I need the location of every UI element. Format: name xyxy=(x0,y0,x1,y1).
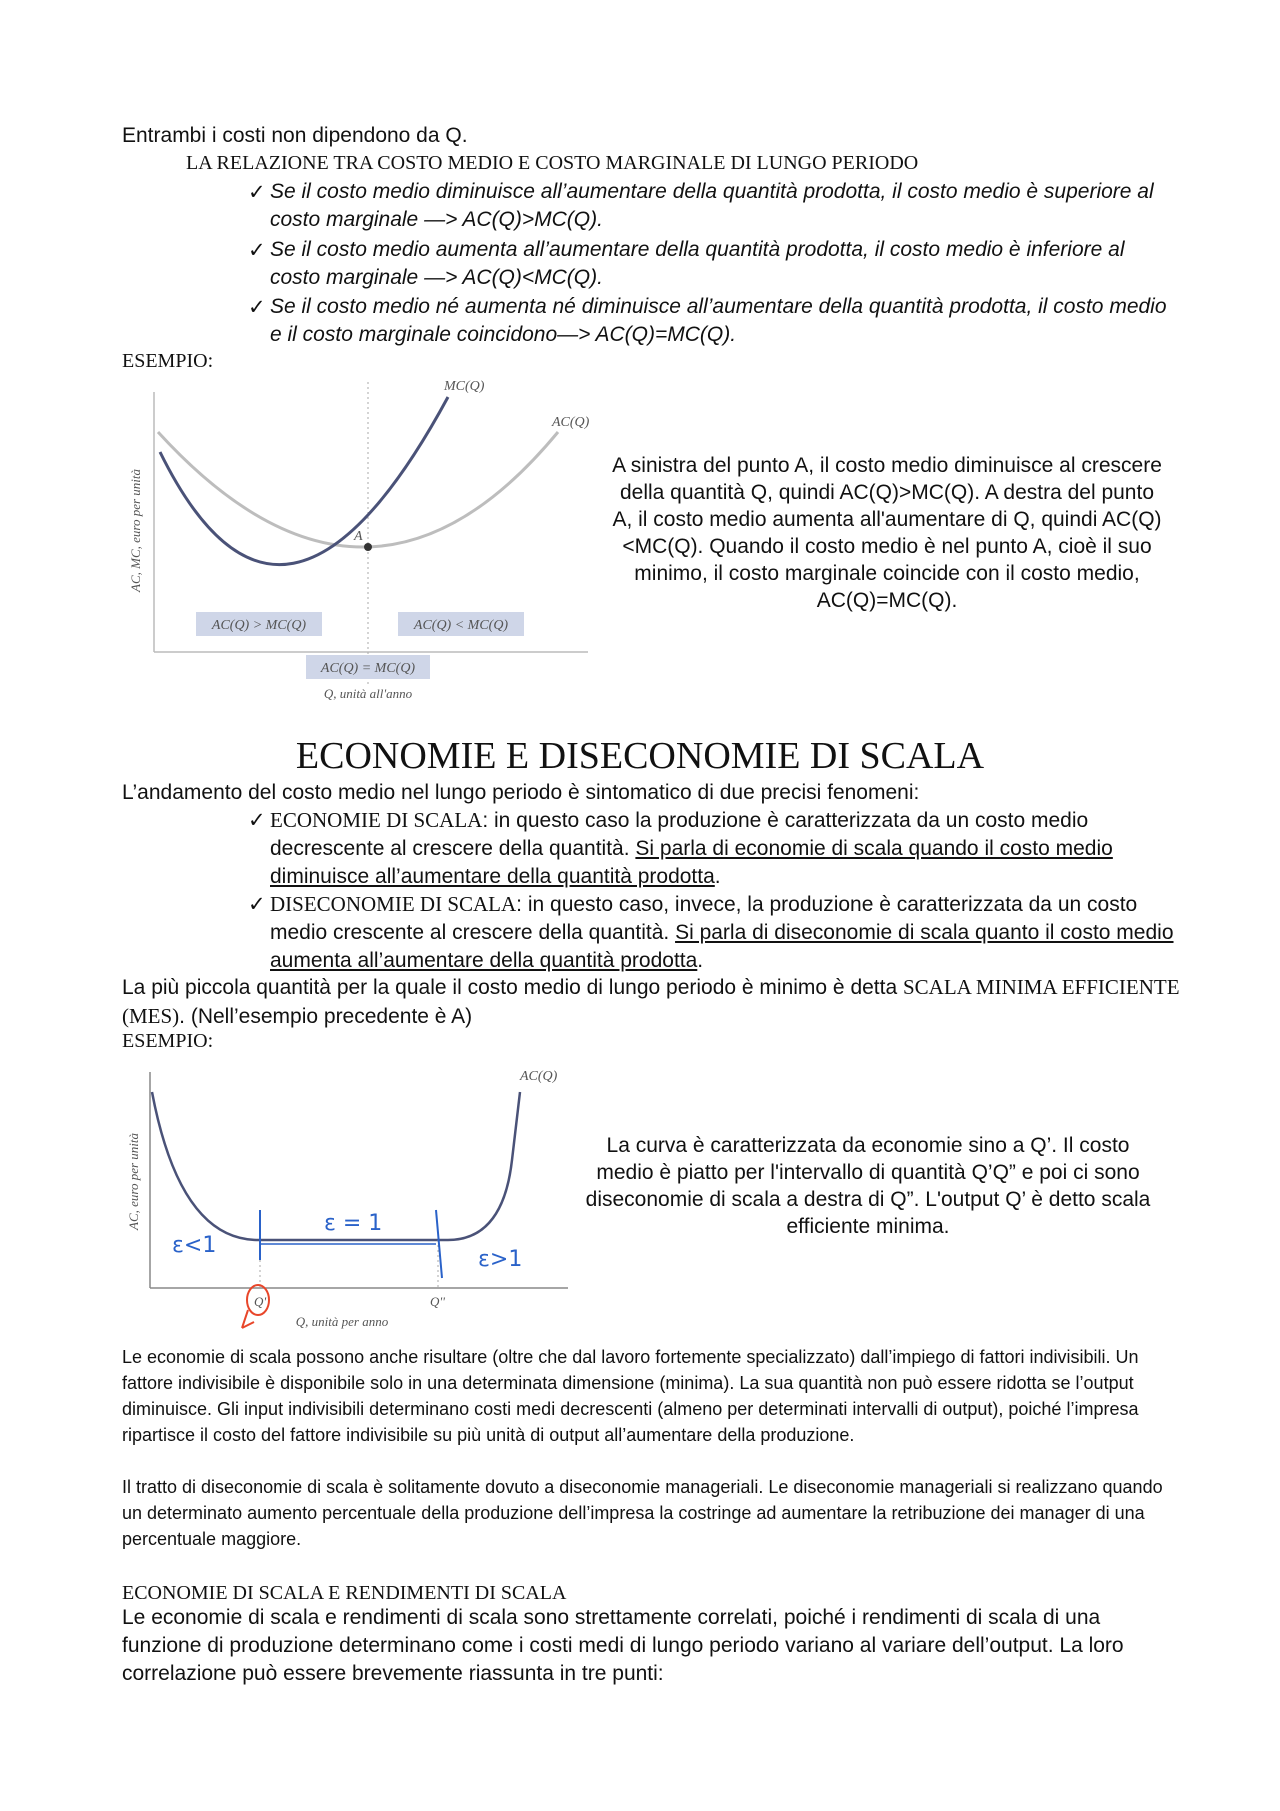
q2-label: Q'' xyxy=(430,1294,445,1309)
section-heading-relation: LA RELAZIONE TRA COSTO MEDIO E COSTO MARGINALE DI LUNGO PERIODO xyxy=(186,152,919,174)
section2-intro: L’andamento del costo medio nel lungo periodo è sintomatico di due precisi fenomeni: xyxy=(122,781,920,804)
example-label-1: ESEMPIO: xyxy=(122,350,214,372)
example2-caption: La curva è caratterizzata da economie sino a Q’. Il costo medio è piatto per l'intervallo di quantità Q’Q” e poi ci sono diseconomie di scala a destra di Q”. L'output Q’ è detto scala efficiente minima. xyxy=(585,1134,1151,1238)
ac-mc-chart xyxy=(118,372,598,708)
check-icon: ✓ xyxy=(248,180,266,204)
handwritten-epsilon-less: ε<1 xyxy=(172,1233,217,1258)
section-heading-rendimenti: ECONOMIE DI SCALA E RENDIMENTI DI SCALA xyxy=(122,1582,567,1604)
section3-paragraph: Le economie di scala e rendimenti di scala sono strettamente correlati, poiché i rendimenti di scala di una funzione di produzione determinano come i costi medi di lungo periodo variano al variare dell’output. La loro correlazione può essere brevemente riassunta in tre punti: xyxy=(122,1606,1124,1685)
q1-label: Q' xyxy=(254,1294,267,1309)
check-icon: ✓ xyxy=(248,238,266,262)
paragraph-managerial-diseconomies: Il tratto di diseconomie di scala è solitamente dovuto a diseconomie manageriali. Le diseconomie manageriali si realizzano quando un determinato aumento percentuale della produzione dell’impresa la costringe ad aumentare la retribuzione dei manager di una percentuale maggiore. xyxy=(122,1477,1163,1549)
handwritten-epsilon-equal: ε = 1 xyxy=(324,1211,383,1236)
bullet-economie-di-scala: ✓ ECONOMIE DI SCALA: in questo caso la produzione è caratterizzata da un costo medio decrescente al crescere della quantità. Si parla di economie di scala quando il costo medio diminuisce all’aumentare della quantità prodotta. xyxy=(248,808,1113,888)
check-icon: ✓ xyxy=(248,892,266,916)
bullet-ac-increasing: ✓ Se il costo medio aumenta all’aumentare della quantità prodotta, il costo medio è inferiore al costo marginale —> AC(Q)<MC(Q). xyxy=(248,238,1125,289)
box-ac-greater-mc-text: AC(Q) > MC(Q) xyxy=(211,618,307,633)
handwritten-epsilon-greater: ε>1 xyxy=(478,1247,523,1272)
paragraph-indivisible-factors: Le economie di scala possono anche risultare (oltre che dal lavoro fortemente specializzato) dall’impiego di fattori indivisibili. Un fattore indivisibile è disponibile solo in una determinata dimensione (minima). La sua quantità non può essere ridotta se l’output diminuisce. Gli input indivisibili determinano costi medi decrescenti (almeno per determinati intervalli di output), poiché l’impresa ripartisce il costo del fattore indivisibile su più unità di output all’aumentare della produzione. xyxy=(122,1347,1139,1445)
example1-caption: A sinistra del punto A, il costo medio diminuisce al crescere della quantità Q, quindi AC(Q)>MC(Q). A destra del punto A, il costo medio aumenta all'aumentare di Q, quindi AC(Q)<MC(Q). Quando il costo medio è nel punto A, cioè il suo minimo, il costo marginale coincide con il costo medio, AC(Q)=MC(Q). xyxy=(612,454,1162,612)
point-a xyxy=(364,543,372,551)
point-a-label: A xyxy=(354,529,363,544)
intro-line: Entrambi i costi non dipendono da Q. xyxy=(122,124,468,147)
chart2-y-label: AC, euro per unità xyxy=(126,1132,141,1230)
check-icon: ✓ xyxy=(248,808,266,832)
chart1-x-label: Q, unità all'anno xyxy=(323,686,413,701)
mc-label: MC(Q) xyxy=(444,379,485,394)
bullet-diseconomie-di-scala: ✓ DISECONOMIE DI SCALA: in questo caso, invece, la produzione è caratterizzata da un costo medio crescente al crescere della quantità. Si parla di diseconomie di scala quanto il costo medio aumenta all’aumentare della quantità prodotta. xyxy=(248,892,1174,972)
check-icon: ✓ xyxy=(248,295,266,319)
bullet-ac-decreasing: ✓ Se il costo medio diminuisce all’aumentare della quantità prodotta, il costo medio è superiore al costo marginale —> AC(Q)>MC(Q). xyxy=(248,180,1154,231)
mc-curve xyxy=(160,397,448,565)
chart1-y-label: AC, MC, euro per unità xyxy=(128,468,143,592)
chart2-x-label: Q, unità per anno xyxy=(295,1314,389,1329)
box-ac-equal-mc-text: AC(Q) = MC(Q) xyxy=(320,661,416,676)
ac-label: AC(Q) xyxy=(552,415,590,430)
chart2-ac-label: AC(Q) xyxy=(520,1069,558,1084)
box-ac-less-mc-text: AC(Q) < MC(Q) xyxy=(413,618,509,633)
section-title-economie: ECONOMIE E DISECONOMIE DI SCALA xyxy=(295,735,985,777)
handwritten-q2-line xyxy=(436,1210,442,1278)
long-run-ac-chart xyxy=(118,1060,578,1340)
mes-paragraph: La più piccola quantità per la quale il costo medio di lungo periodo è minimo è detta SCALA MINIMA EFFICIENTE (MES). (Nell’esempio precedente è A) xyxy=(122,975,1180,1028)
example-label-2: ESEMPIO: xyxy=(122,1030,214,1052)
bullet-ac-constant: ✓ Se il costo medio né aumenta né diminuisce all’aumentare della quantità prodotta, il costo medio e il costo marginale coincidono—> AC(Q)=MC(Q). xyxy=(248,295,1167,346)
